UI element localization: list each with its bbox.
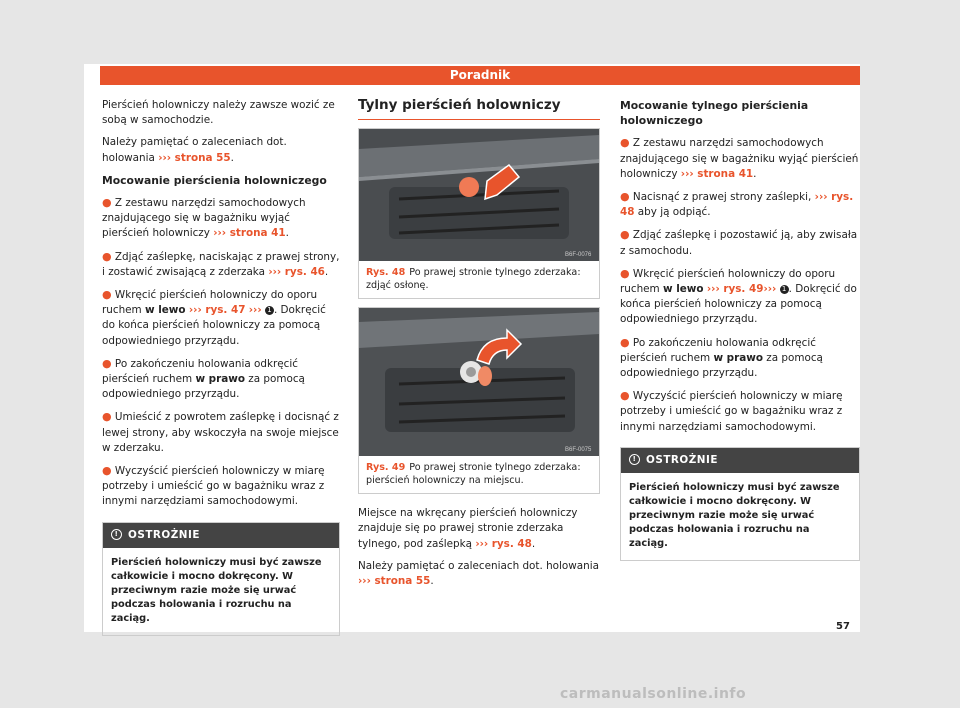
page-link[interactable]: ››› strona 41: [213, 227, 286, 240]
page-link[interactable]: ››› strona 55: [158, 151, 231, 164]
warning-box: [102, 522, 340, 636]
figure-link[interactable]: ››› rys. 46: [268, 265, 325, 278]
warning-box: [620, 447, 860, 561]
warning-header: ! OSTROŻNIE: [621, 448, 859, 473]
figure-link[interactable]: ››› rys. 49: [706, 283, 764, 296]
list-item: ● Z zestawu narzędzi samochodowych znajdującego się w bagażniku wyjąć pierścień holowniczy ››› strona 41.: [102, 196, 306, 240]
image-code: B6F-0075: [565, 447, 592, 454]
bumper-cover-photo: [359, 129, 599, 261]
callout-number-icon: 1: [265, 306, 274, 315]
bullet-icon: ●: [102, 288, 112, 302]
bullet-icon: ●: [102, 356, 112, 370]
figure-48: [358, 128, 600, 299]
tow-ring-photo: [359, 308, 599, 456]
figure-link[interactable]: ››› rys. 48: [475, 537, 532, 550]
list-item: ● Zdjąć zaślepkę, naciskając z prawej strony, i zostawić zwisającą z zderzaka ››› rys. 46.: [102, 249, 340, 278]
figure-link[interactable]: ››› rys. 48: [620, 191, 854, 219]
warning-icon: !: [111, 529, 122, 540]
bullet-icon: ●: [102, 249, 112, 263]
bullet-icon: ●: [102, 196, 112, 210]
list-item: ● Nacisnąć z prawej strony zaślepki, ››› rys. 48 aby ją odpiąć.: [620, 190, 854, 219]
section-heading: Mocowanie tylnego pierścienia holowniczego: [620, 99, 809, 128]
list-item: ● Wkręcić pierścień holowniczy do oporu ruchem w lewo ››› rys. 49››› 1 . Dokręcić do końca pierścień holowniczy za pomocą odpowiedniego przyrządu.: [620, 266, 857, 326]
image-code: B6F-0076: [565, 252, 592, 259]
page-number: 57: [836, 621, 850, 632]
page-link[interactable]: ››› strona 41: [680, 167, 754, 180]
paragraph: Należy pamiętać o zaleceniach dot. holowania ››› strona 55.: [102, 136, 287, 164]
section-title: Tylny pierścień holowniczy: [358, 98, 600, 120]
paragraph: Miejsce na wkręcany pierścień holowniczy znajduje się po prawej stronie zderzaka tylnego, pod zaślepką ››› rys. 48.: [358, 507, 578, 550]
watermark: carmanualsonline.info: [560, 686, 747, 702]
page-link[interactable]: ››› strona 55: [358, 575, 431, 588]
bullet-icon: ●: [620, 228, 630, 242]
warning-icon: !: [629, 454, 640, 465]
warning-body: Pierścień holowniczy musi być zawsze całkowicie i mocno dokręcony. W przeciwnym razie może się urwać podczas holowania i rozruchu na zaciąg.: [111, 556, 322, 624]
list-item: ● Wyczyścić pierścień holowniczy w miarę potrzeby i umieścić go w bagażniku wraz z innymi narzędziami samochodowymi.: [102, 464, 325, 508]
callout-number-icon: 1: [780, 285, 789, 294]
list-item: ● Zdjąć zaślepkę i pozostawić ją, aby zwisała z samochodu.: [620, 228, 858, 257]
bullet-icon: ●: [102, 410, 112, 424]
section-heading: Mocowanie pierścienia holowniczego: [102, 173, 327, 187]
column-middle: [358, 98, 600, 596]
list-item: ● Wkręcić pierścień holowniczy do oporu ruchem w lewo ››› rys. 47 ››› 1 . Dokręcić do końca pierścień holowniczy za pomocą odpowiedniego przyrządu.: [102, 288, 326, 347]
bullet-icon: ●: [620, 335, 630, 349]
bullet-icon: ●: [620, 136, 630, 150]
bullet-icon: ●: [620, 266, 630, 280]
column-left: [102, 98, 340, 636]
warning-body: Pierścień holowniczy musi być zawsze całkowicie i mocno dokręcony. W przeciwnym razie może się urwać podczas holowania i rozruchu na zaciąg.: [629, 482, 840, 550]
figure-caption: Rys. 48 Po prawej stronie tylnego zderzaka: zdjąć osłonę.: [366, 267, 581, 292]
figure-49: [358, 307, 600, 494]
bullet-icon: ●: [102, 464, 112, 478]
paragraph: Należy pamiętać o zaleceniach dot. holowania ››› strona 55.: [358, 559, 599, 588]
list-item: ● Wyczyścić pierścień holowniczy w miarę potrzeby i umieścić go w bagażniku wraz z innymi narzędziami samochodowymi.: [620, 389, 843, 433]
column-right: [620, 98, 860, 561]
list-item: ● Umieścić z powrotem zaślepkę i docisnąć z lewej strony, aby wskoczyła na swoje miejsce w zderzaku.: [102, 410, 339, 454]
figure-link[interactable]: ››› rys. 47: [188, 304, 246, 317]
bullet-icon: ●: [620, 190, 630, 204]
paragraph: Pierścień holowniczy należy zawsze wozić ze sobą w samochodzie.: [102, 99, 335, 127]
list-item: ● Po zakończeniu holowania odkręcić pierścień ruchem w prawo za pomocą odpowiedniego przyrządu.: [620, 335, 823, 380]
page-header: Poradnik: [100, 66, 860, 85]
warning-header: ! OSTROŻNIE: [103, 523, 339, 548]
list-item: ● Po zakończeniu holowania odkręcić pierścień ruchem w prawo za pomocą odpowiedniego przyrządu.: [102, 356, 305, 401]
figure-caption: Rys. 49 Po prawej stronie tylnego zderzaka: pierścień holowniczy na miejscu.: [366, 462, 581, 487]
list-item: ● Z zestawu narzędzi samochodowych znajdującego się w bagażniku wyjąć pierścień holowniczy ››› strona 41.: [620, 136, 859, 180]
bullet-icon: ●: [620, 389, 630, 403]
